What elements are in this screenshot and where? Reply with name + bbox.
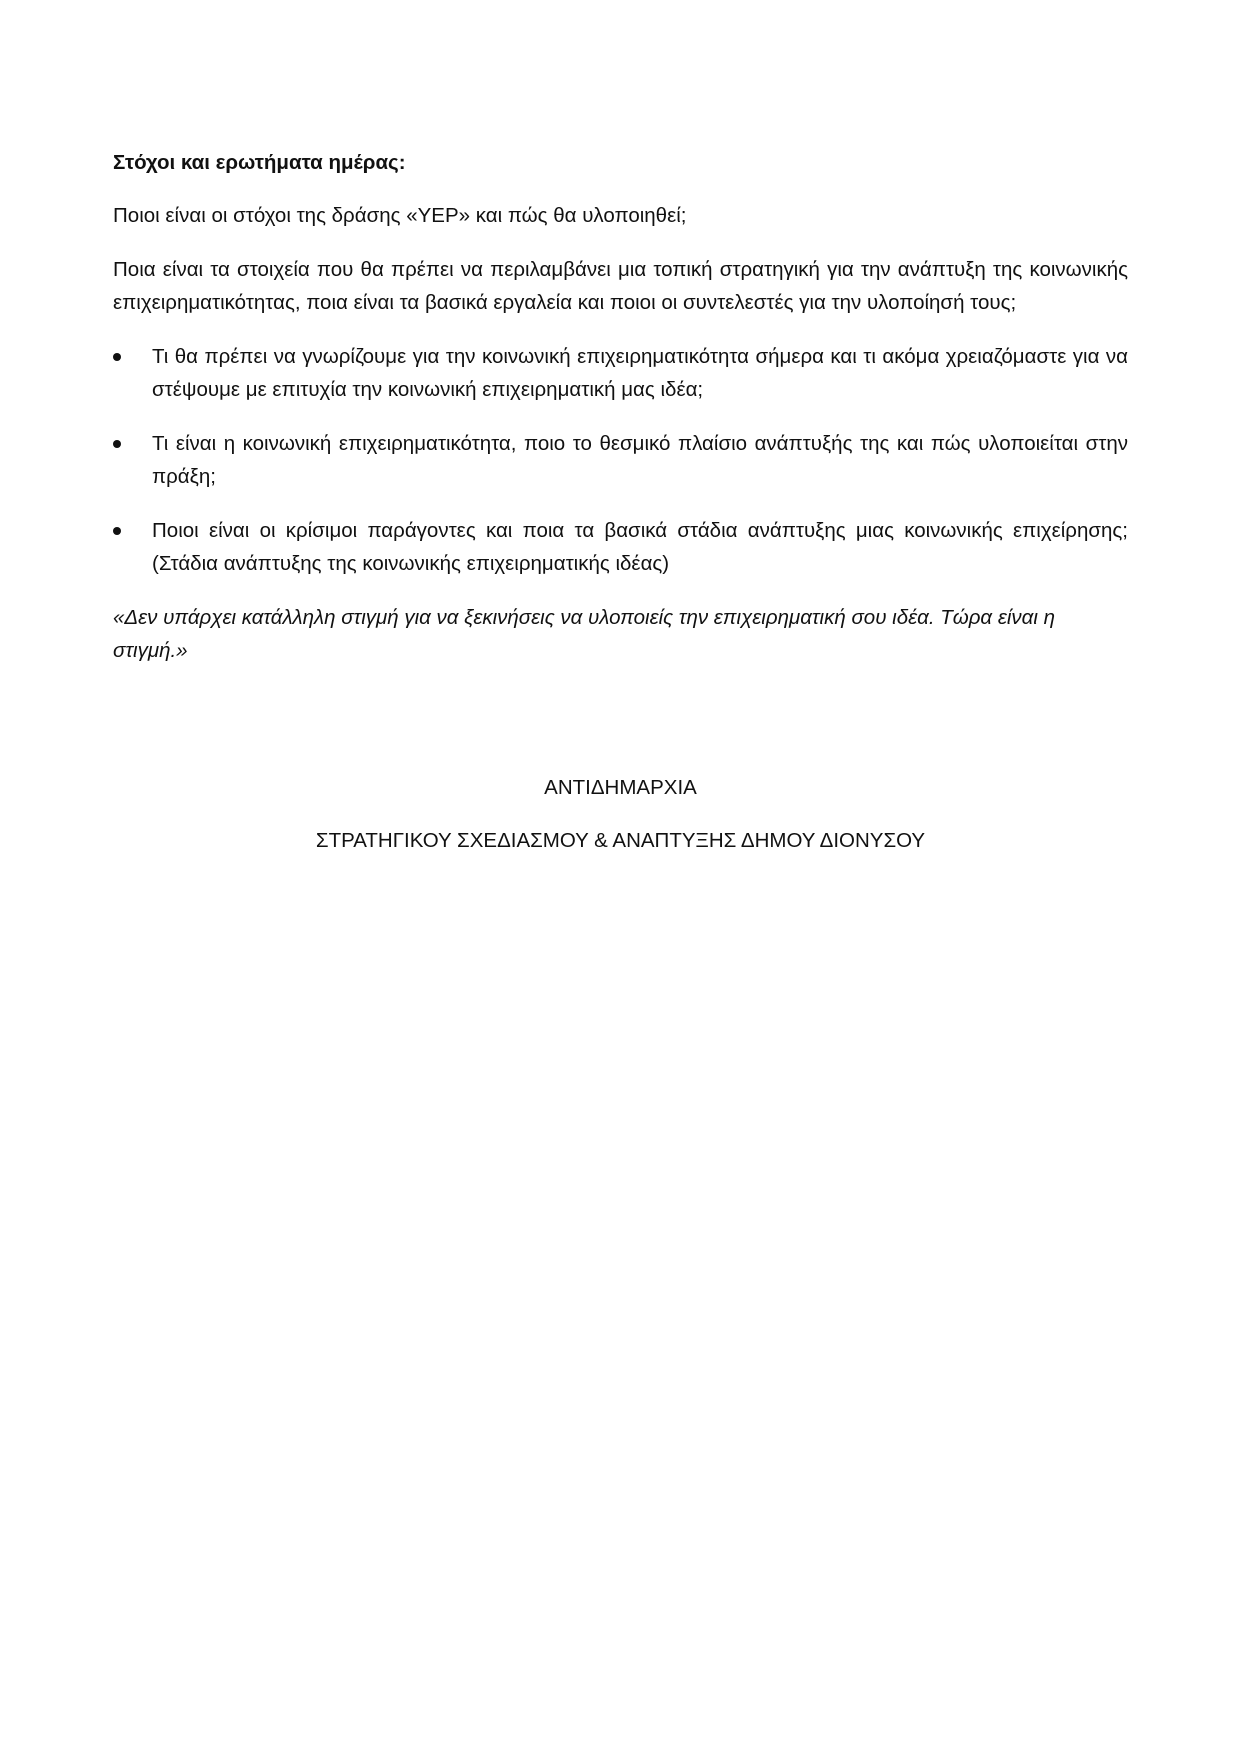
list-item-text: Ποιοι είναι οι κρίσιμοι παράγοντες και ποια τα βασικά στάδια ανάπτυξης μιας κοινωνικής επιχείρησης; (Στάδια ανάπτυξης της κοινωνικής επιχειρηματικής ιδέας) [152, 519, 1128, 575]
document-body [113, 146, 1128, 667]
list-item [113, 427, 1128, 493]
list-item [113, 340, 1128, 406]
paragraph-local-strategy: Ποια είναι τα στοιχεία που θα πρέπει να περιλαμβάνει μια τοπική στρατηγική για την ανάπτυξη της κοινωνικής επιχειρηματικότητας, ποια είναι τα βασικά εργαλεία και ποιοι οι συντελεστές για την υλοποίησή τους; [113, 258, 1128, 314]
signature-block [113, 771, 1128, 857]
paragraph-action-goals: Ποιοι είναι οι στόχοι της δράσης «ΥΕΡ» και πώς θα υλοποιηθεί; [113, 204, 687, 227]
list-item-text: Τι θα πρέπει να γνωρίζουμε για την κοινωνική επιχειρηματικότητα σήμερα και τι ακόμα χρειαζόμαστε για να στέψουμε με επιτυχία την κοινωνική επιχειρηματική μας ιδέα; [152, 345, 1128, 401]
bullet-icon [113, 440, 121, 448]
bullet-icon [113, 527, 121, 535]
signature-line-2: ΣΤΡΑΤΗΓΙΚΟΥ ΣΧΕΔΙΑΣΜΟΥ & ΑΝΑΠΤΥΞΗΣ ΔΗΜΟΥ ΔΙΟΝΥΣΟΥ [315, 829, 926, 852]
list-item-text: Τι είναι η κοινωνική επιχειρηματικότητα, ποιο το θεσμικό πλαίσιο ανάπτυξής της και πώς υλοποιείται στην πράξη; [152, 432, 1128, 488]
section-heading: Στόχοι και ερωτήματα ημέρας: [113, 151, 406, 174]
bullet-icon [113, 353, 121, 361]
questions-list [113, 340, 1128, 580]
signature-line-1: ΑΝΤΙΔΗΜΑΡΧΙΑ [544, 776, 697, 799]
italic-quote: «Δεν υπάρχει κατάλληλη στιγμή για να ξεκινήσεις να υλοποιείς την επιχειρηματική σου ιδέα. Τώρα είναι η στιγμή.» [113, 606, 1055, 662]
list-item [113, 514, 1128, 580]
